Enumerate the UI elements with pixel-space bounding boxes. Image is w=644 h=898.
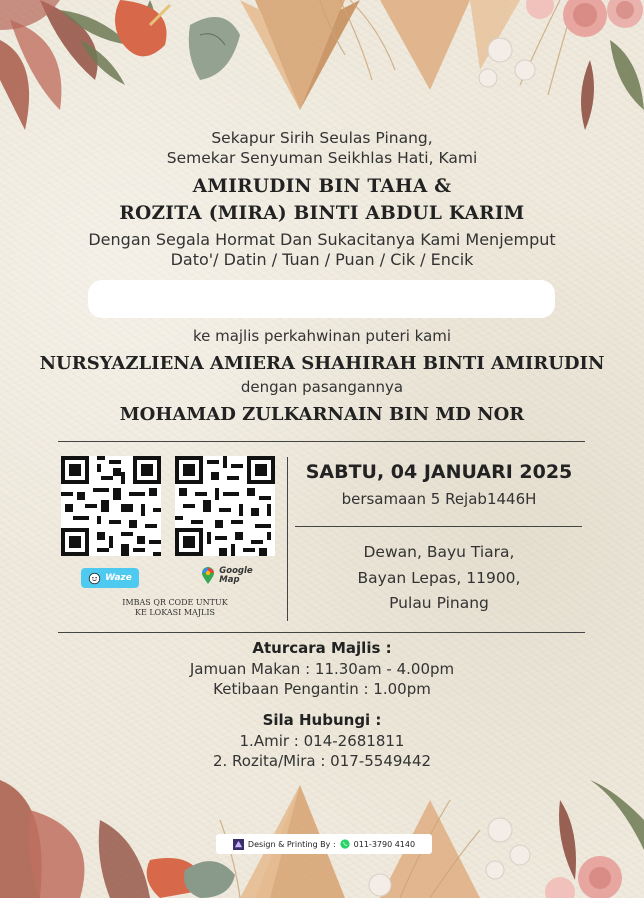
- contact-heading: Sila Hubungi :: [262, 711, 382, 729]
- whatsapp-icon: [340, 839, 350, 849]
- rust-leaves-bottom-left: [0, 780, 150, 898]
- divider-vertical: [287, 457, 288, 621]
- qr-code-icon: [175, 456, 275, 556]
- schedule-item-2: Ketibaan Pengantin : 1.00pm: [213, 680, 431, 698]
- schedule-item-1: Jamuan Makan : 11.30am - 4.00pm: [189, 660, 455, 678]
- intro-line-2: Semekar Senyuman Seikhlas Hati, Kami: [166, 149, 478, 167]
- divider-date-venue: [295, 526, 582, 527]
- scan-instruction: [95, 598, 255, 618]
- google-map-qr-code[interactable]: [175, 456, 275, 556]
- qr-code-icon: [61, 456, 161, 556]
- map-pin-icon: [201, 567, 215, 585]
- venue-line-2: Bayan Lepas, 11900,: [357, 569, 521, 587]
- guest-name-field[interactable]: [88, 280, 555, 318]
- invite-line-1: Dengan Segala Hormat Dan Sukacitanya Kami Menjemput: [88, 230, 556, 249]
- bottom-floral-decoration: [0, 760, 644, 898]
- partner-line: dengan pasangannya: [240, 378, 404, 396]
- wedding-line: ke majlis perkahwinan puteri kami: [192, 327, 452, 345]
- waze-label: Waze: [105, 573, 132, 583]
- google-map-label: [219, 567, 252, 585]
- designer-logo-icon: [233, 839, 244, 850]
- host-name-2: ROZITA (MIRA) BINTI ABDUL KARIM: [119, 203, 525, 224]
- host-name-1: AMIRUDIN BIN TAHA &: [192, 176, 452, 197]
- intro-line-1: Sekapur Sirih Seulas Pinang,: [211, 129, 433, 147]
- contact-item-2: 2. Rozita/Mira : 017-5549442: [212, 752, 432, 770]
- event-date: SABTU, 04 JANUARI 2025: [305, 461, 573, 483]
- anthurium-flower: [115, 0, 170, 56]
- bride-name: NURSYAZLIENA AMIERA SHAHIRAH BINTI AMIRUDIN: [39, 353, 605, 374]
- pink-roses-top-right: [526, 0, 643, 37]
- hijri-date: bersamaan 5 Rejab1446H: [341, 490, 537, 508]
- succulent-leaf: [189, 17, 240, 80]
- waze-qr-code[interactable]: [61, 456, 161, 556]
- contact-item-1: 1.Amir : 014-2681811: [239, 732, 405, 750]
- credit-label: Design & Printing By :: [247, 839, 336, 849]
- pink-roses-bottom-right: [545, 856, 622, 898]
- invite-line-2: Dato'/ Datin / Tuan / Puan / Cik / Encik: [170, 250, 474, 269]
- google-map-label-line-1: Google: [219, 566, 253, 576]
- waze-badge[interactable]: [81, 568, 139, 588]
- schedule-heading: Aturcara Majlis :: [252, 639, 392, 657]
- divider-top: [58, 441, 585, 442]
- intro-text: [0, 128, 644, 168]
- groom-name: MOHAMAD ZULKARNAIN BIN MD NOR: [119, 404, 525, 425]
- succulent-bottom: [184, 861, 235, 898]
- scan-line-2: KE LOKASI MAJLIS: [135, 608, 215, 617]
- credit-badge: [216, 834, 432, 854]
- google-map-label-line-2: Map: [219, 575, 240, 585]
- divider-bottom: [58, 632, 585, 633]
- scan-line-1: IMBAS QR CODE UNTUK: [122, 598, 228, 607]
- dried-palm-leaf: [240, 0, 360, 110]
- venue-line-1: Dewan, Bayu Tiara,: [363, 543, 515, 561]
- dark-leaves-right: [581, 40, 644, 130]
- credit-phone: 011-3790 4140: [353, 839, 416, 849]
- venue-line-3: Pulau Pinang: [389, 594, 489, 612]
- google-map-badge[interactable]: [194, 566, 260, 586]
- waze-icon: [88, 572, 101, 585]
